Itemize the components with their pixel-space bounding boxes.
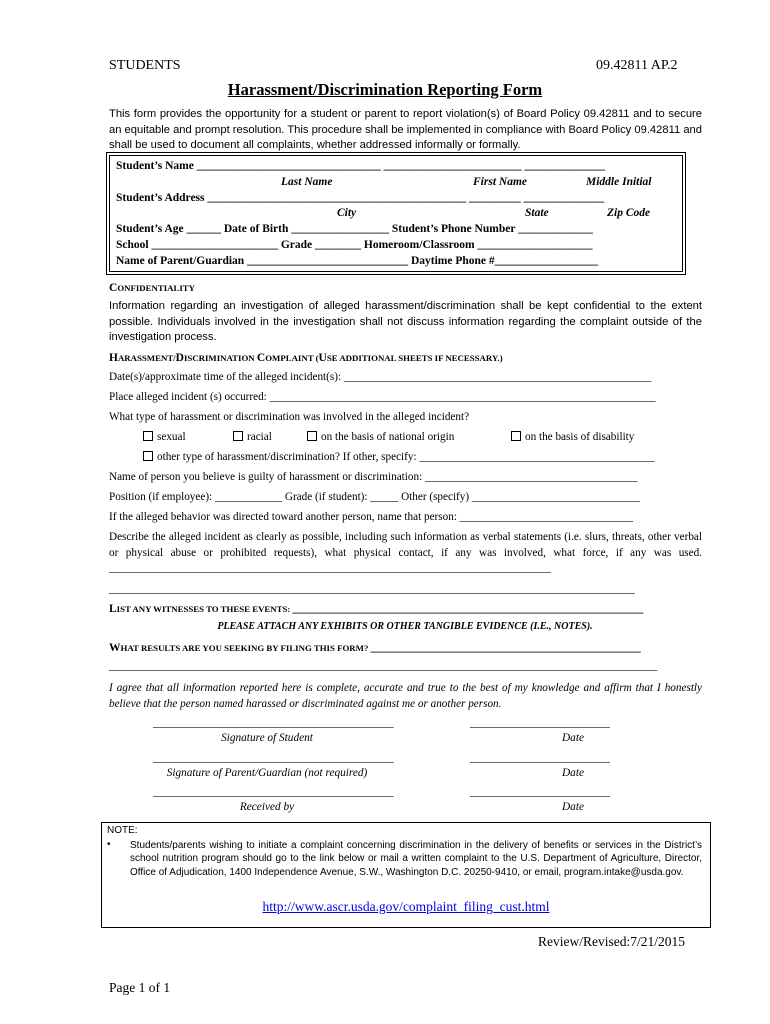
- page-number: Page 1 of 1: [109, 980, 171, 995]
- intro-paragraph: This form provides the opportunity for a student or parent to report violation(s) of Board Policy 09.42811 and to secure an equitable and prompt resolution. This procedure shall be implemented in compliance with Board Policy 09.42811 and shall be used to document all complaints, whether addressed informally or formally.: [109, 108, 702, 151]
- position-grade-field[interactable]: Position (if employee): ____________ Grade (if student): _____ Other (specify) ______________________________: [109, 491, 640, 503]
- student-name-field[interactable]: Student’s Name ________________________________ ________________________ ______________: [116, 160, 605, 172]
- student-info-box: [109, 155, 683, 272]
- incident-description-field[interactable]: Describe the alleged incident as clearly as possible, including such information as verbal statements (i.e. slurs, threats, other verbal or physical abuse or prohibited requests), what physical contact, if any was involved, what force, if any was used. _______________________________________________________________________________: [109, 531, 702, 574]
- middle-initial-label: Middle Initial: [586, 176, 652, 188]
- checkbox-icon[interactable]: [233, 431, 243, 441]
- type-question: What type of harassment or discrimination was involved in the alleged incident?: [109, 411, 470, 423]
- confidentiality-heading: CONFIDENTIALITY: [109, 282, 196, 294]
- usda-complaint-link[interactable]: http://www.ascr.usda.gov/complaint_filing_cust.html: [262, 899, 550, 914]
- first-name-label: First Name: [473, 176, 527, 188]
- confidentiality-text: Information regarding an investigation of alleged harassment/discrimination shall be kept confidential to the extent possible. Individuals involved in the investigation shall not discuss information regarding the complaint outside of the investigation process.: [109, 300, 702, 343]
- checkbox-racial[interactable]: racial: [233, 431, 272, 443]
- parent-signature-line[interactable]: ___________________________________________: [153, 752, 394, 764]
- incident-dates-field[interactable]: Date(s)/approximate time of the alleged incident(s): _______________________________________________________: [109, 371, 652, 383]
- review-revised-date: Review/Revised:7/21/2015: [538, 934, 685, 949]
- student-signature-line[interactable]: ___________________________________________: [153, 717, 394, 729]
- checkbox-icon[interactable]: [511, 431, 521, 441]
- checkbox-icon[interactable]: [307, 431, 317, 441]
- parent-signature-label: Signature of Parent/Guardian (not required): [166, 767, 368, 779]
- note-label: NOTE:: [107, 825, 138, 836]
- school-grade-homeroom-field[interactable]: School ______________________ Grade ________ Homeroom/Classroom ____________________: [116, 239, 593, 251]
- city-label: City: [337, 207, 357, 219]
- parent-date-line[interactable]: _________________________: [470, 752, 610, 764]
- person-guilty-field[interactable]: Name of person you believe is guilty of harassment or discrimination: ______________________________________: [109, 471, 638, 483]
- date-label: Date: [562, 801, 584, 813]
- agreement-statement: I agree that all information reported here is complete, accurate and true to the best of my knowledge and affirm that I honestly believe that the person named harassed or discriminated against me or another person.: [109, 682, 702, 710]
- checkbox-disability[interactable]: on the basis of disability: [511, 431, 634, 443]
- results-sought-field[interactable]: WHAT RESULTS ARE YOU SEEKING BY FILING THIS FORM? _______________________________________________: [109, 642, 641, 654]
- attach-evidence-note: PLEASE ATTACH ANY EXHIBITS OR OTHER TANGIBLE EVIDENCE (I.E., NOTES).: [217, 621, 593, 632]
- form-title: Harassment/Discrimination Reporting Form: [227, 80, 543, 99]
- date-label: Date: [562, 767, 584, 779]
- checkbox-national-origin[interactable]: on the basis of national origin: [307, 431, 454, 443]
- note-text: Students/parents wishing to initiate a complaint concerning discrimination in the delivery of benefits or services in the District’s school nutrition program should go to the link below or mail a written complaint to the U.S. Department of Agriculture, Director, Office of Adjudication, 1400 Independence Avenue, S.W., Washington D.C. 20250-9410, or email, program.intake@usda.gov.: [130, 840, 702, 878]
- zip-label: Zip Code: [607, 207, 651, 219]
- student-date-line[interactable]: _________________________: [470, 717, 610, 729]
- directed-person-field[interactable]: If the alleged behavior was directed toward another person, name that person: _______________________________: [109, 511, 634, 523]
- student-address-field[interactable]: Student’s Address _____________________________________________ _________ ______________: [116, 192, 605, 204]
- age-dob-phone-field[interactable]: Student’s Age ______ Date of Birth _________________ Student’s Phone Number _____________: [116, 223, 593, 235]
- incident-description-line[interactable]: ______________________________________________________________________________________________: [109, 583, 635, 595]
- policy-number: 09.42811 AP.2: [596, 58, 678, 73]
- witnesses-field[interactable]: LIST ANY WITNESSES TO THESE EVENTS: _____________________________________________________________: [109, 603, 644, 615]
- checkbox-icon[interactable]: [143, 431, 153, 441]
- received-by-label: Received by: [239, 801, 295, 813]
- complaint-heading: HARASSMENT/DISCRIMINATION COMPLAINT (USE ADDITIONAL SHEETS IF NECESSARY.): [109, 352, 503, 364]
- incident-place-field[interactable]: Place alleged incident (s) occurred: _____________________________________________________________________: [109, 391, 656, 403]
- date-label: Date: [562, 732, 584, 744]
- note-bullet: •: [107, 839, 111, 850]
- checkbox-sexual[interactable]: sexual: [143, 431, 186, 443]
- section-label: STUDENTS: [109, 58, 181, 73]
- usda-link-row: [102, 898, 710, 916]
- parent-phone-field[interactable]: Name of Parent/Guardian ____________________________ Daytime Phone #__________________: [116, 255, 599, 267]
- last-name-label: Last Name: [281, 176, 333, 188]
- results-sought-line[interactable]: __________________________________________________________________________________________________: [109, 660, 658, 672]
- received-date-line[interactable]: _________________________: [470, 786, 610, 798]
- state-label: State: [525, 207, 549, 219]
- checkbox-icon[interactable]: [143, 451, 153, 461]
- student-signature-label: Signature of Student: [221, 732, 313, 744]
- received-by-line[interactable]: ___________________________________________: [153, 786, 394, 798]
- usda-note-box: [101, 822, 711, 928]
- checkbox-other[interactable]: other type of harassment/discrimination? If other, specify: __________________________________________: [143, 451, 654, 463]
